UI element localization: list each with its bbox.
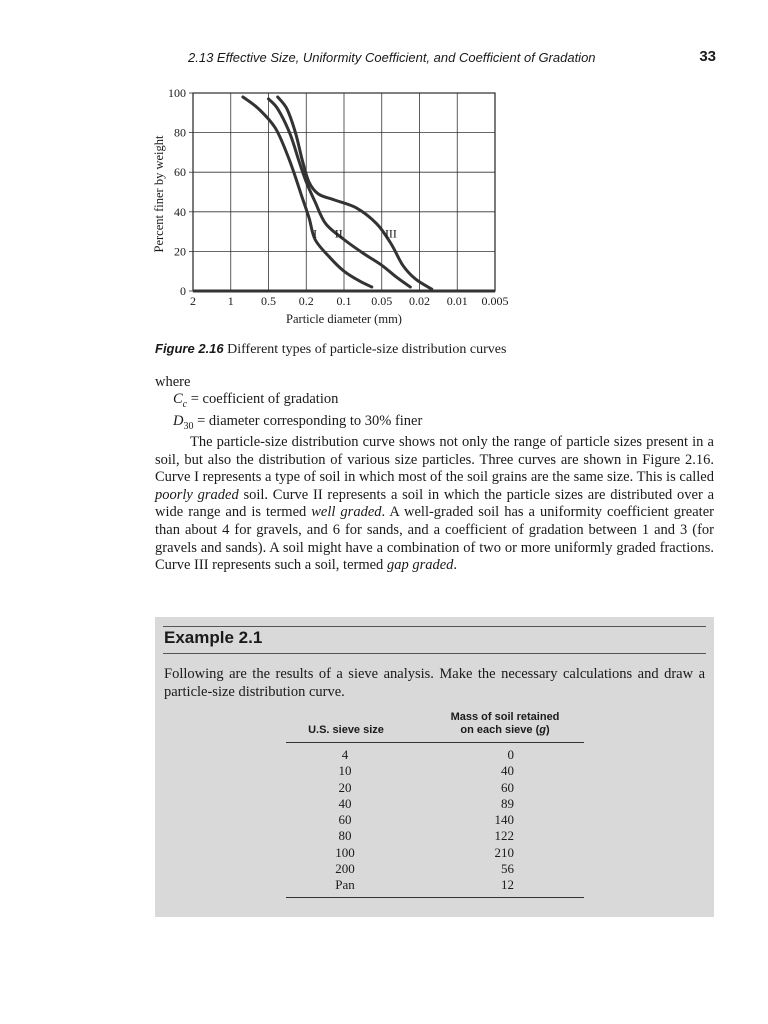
x-tick-label: 0.02 bbox=[409, 294, 430, 308]
y-tick-label: 80 bbox=[174, 125, 186, 140]
table-row bbox=[286, 828, 584, 844]
para-em-well-graded: well graded bbox=[311, 504, 382, 521]
header-mass-close: ) bbox=[545, 724, 550, 736]
header-mass-retained bbox=[416, 711, 594, 737]
chart-curves bbox=[243, 97, 432, 289]
table-row bbox=[286, 763, 584, 779]
header-mass-line2: on each sieve ( bbox=[460, 724, 540, 736]
body-paragraph bbox=[155, 434, 714, 575]
cell-sieve-size: 40 bbox=[338, 795, 352, 811]
curve-label: III bbox=[384, 226, 397, 241]
cell-mass: 40 bbox=[501, 763, 514, 779]
symbol-d-sub: 30 bbox=[183, 420, 194, 432]
y-tick-label: 100 bbox=[168, 86, 186, 100]
x-tick-label: 0.01 bbox=[446, 294, 468, 308]
header-mass-unit: g bbox=[539, 724, 546, 736]
cell-mass: 89 bbox=[501, 795, 514, 811]
particle-size-chart bbox=[145, 80, 525, 332]
table-row bbox=[286, 845, 584, 861]
curve-ii bbox=[269, 99, 411, 287]
cell-mass: 12 bbox=[501, 877, 514, 893]
header-sieve-size: U.S. sieve size bbox=[308, 724, 384, 736]
cell-sieve-size: 4 bbox=[341, 747, 349, 762]
para-text-4: . bbox=[453, 557, 458, 574]
figure-caption bbox=[155, 341, 506, 358]
where-word: where bbox=[155, 374, 191, 390]
cell-sieve-size: 20 bbox=[338, 779, 352, 795]
x-tick-label: 1 bbox=[227, 294, 234, 308]
section-title: 2.13 Effective Size, Uniformity Coefficient, and Coefficient of Gradation bbox=[188, 50, 596, 65]
para-text-1: The particle-size distribution curve shows not only the range of particle sizes present in a soil, but also the distribution of various size particles. Three curves are shown in Figure 2.16. Curve I represents a type of soil in which most of the soil grains are the same size. This is called bbox=[155, 434, 714, 486]
x-tick-label: 0.5 bbox=[261, 294, 276, 308]
para-em-gap-graded: gap graded bbox=[386, 557, 454, 574]
chart-grid bbox=[189, 93, 495, 291]
y-tick-label: 20 bbox=[174, 244, 186, 259]
example-title: Example 2.1 bbox=[164, 628, 263, 647]
header-mass-line1: Mass of soil retained bbox=[450, 711, 560, 723]
cell-mass: 0 bbox=[507, 747, 514, 762]
x-tick-label: 2 bbox=[190, 294, 196, 308]
table-header-rule bbox=[286, 742, 584, 743]
para-em-poorly-graded: poorly graded bbox=[155, 486, 239, 503]
definition-cc-text: = coefficient of gradation bbox=[190, 391, 339, 407]
curve-i bbox=[243, 97, 372, 287]
table-row bbox=[286, 812, 584, 828]
cell-mass: 210 bbox=[494, 844, 514, 860]
x-tick-label: 0.005 bbox=[481, 294, 509, 308]
table-bottom-rule bbox=[286, 897, 584, 898]
y-tick-label: 60 bbox=[174, 165, 186, 180]
y-tick-label: 40 bbox=[174, 204, 186, 219]
table-row bbox=[286, 861, 584, 877]
para-text-2: soil. Curve II represents a soil in which the particle sizes are distributed over a wide range and is termed bbox=[155, 486, 714, 521]
page-number: 33 bbox=[699, 48, 716, 65]
curve-label: II bbox=[334, 226, 343, 241]
cell-mass: 60 bbox=[501, 779, 514, 795]
cell-sieve-size: 200 bbox=[335, 861, 355, 877]
definition-d30 bbox=[155, 413, 422, 435]
table-row bbox=[286, 796, 584, 812]
running-header bbox=[188, 48, 716, 70]
example-title-rule bbox=[163, 653, 706, 654]
cell-sieve-size: 10 bbox=[338, 763, 352, 779]
example-box bbox=[155, 617, 714, 917]
x-tick-label: 0.1 bbox=[336, 294, 352, 308]
cell-sieve-size: 60 bbox=[338, 812, 352, 828]
x-tick-label: 0.05 bbox=[371, 294, 393, 308]
x-axis-label: Particle diameter (mm) bbox=[286, 312, 402, 326]
symbol-c-sub: c bbox=[182, 398, 188, 410]
symbol-c: C bbox=[173, 391, 183, 407]
cell-mass: 56 bbox=[501, 861, 514, 877]
definition-cc bbox=[155, 391, 422, 413]
symbol-d: D bbox=[173, 412, 184, 429]
figure-label: Figure 2.16 bbox=[155, 341, 224, 356]
definition-d30-text: = diameter corresponding to 30% finer bbox=[197, 412, 423, 429]
table-row bbox=[286, 747, 584, 763]
cell-sieve-size: 100 bbox=[335, 844, 355, 860]
y-axis-label: Percent finer by weight bbox=[152, 135, 166, 253]
table-body bbox=[286, 747, 584, 894]
x-tick-label: 0.2 bbox=[298, 294, 314, 308]
cell-mass: 140 bbox=[494, 812, 514, 828]
table-row bbox=[286, 780, 584, 796]
definitions bbox=[155, 374, 422, 435]
cell-sieve-size: Pan bbox=[335, 877, 355, 893]
para-text-3: . A well-graded soil has a uniformity coefficient greater than about 4 for gravels, and 6 for sands, and a coefficient of gradation between 1 and 3 (for gravels and sands). A soil might have a combination of two or more uniformly graded fractions. Curve III represents such a soil, termed bbox=[155, 504, 714, 574]
figure-caption-text: Different types of particle-size distribution curves bbox=[227, 342, 507, 357]
curve-label: I bbox=[313, 226, 318, 241]
cell-sieve-size: 80 bbox=[338, 828, 352, 844]
table-row bbox=[286, 877, 584, 893]
example-intro: Following are the results of a sieve analysis. Make the necessary calculations and draw a particle-size distribution curve. bbox=[164, 666, 705, 700]
example-top-rule bbox=[163, 626, 706, 627]
y-tick-label: 0 bbox=[180, 284, 186, 298]
cell-mass: 122 bbox=[494, 828, 514, 844]
